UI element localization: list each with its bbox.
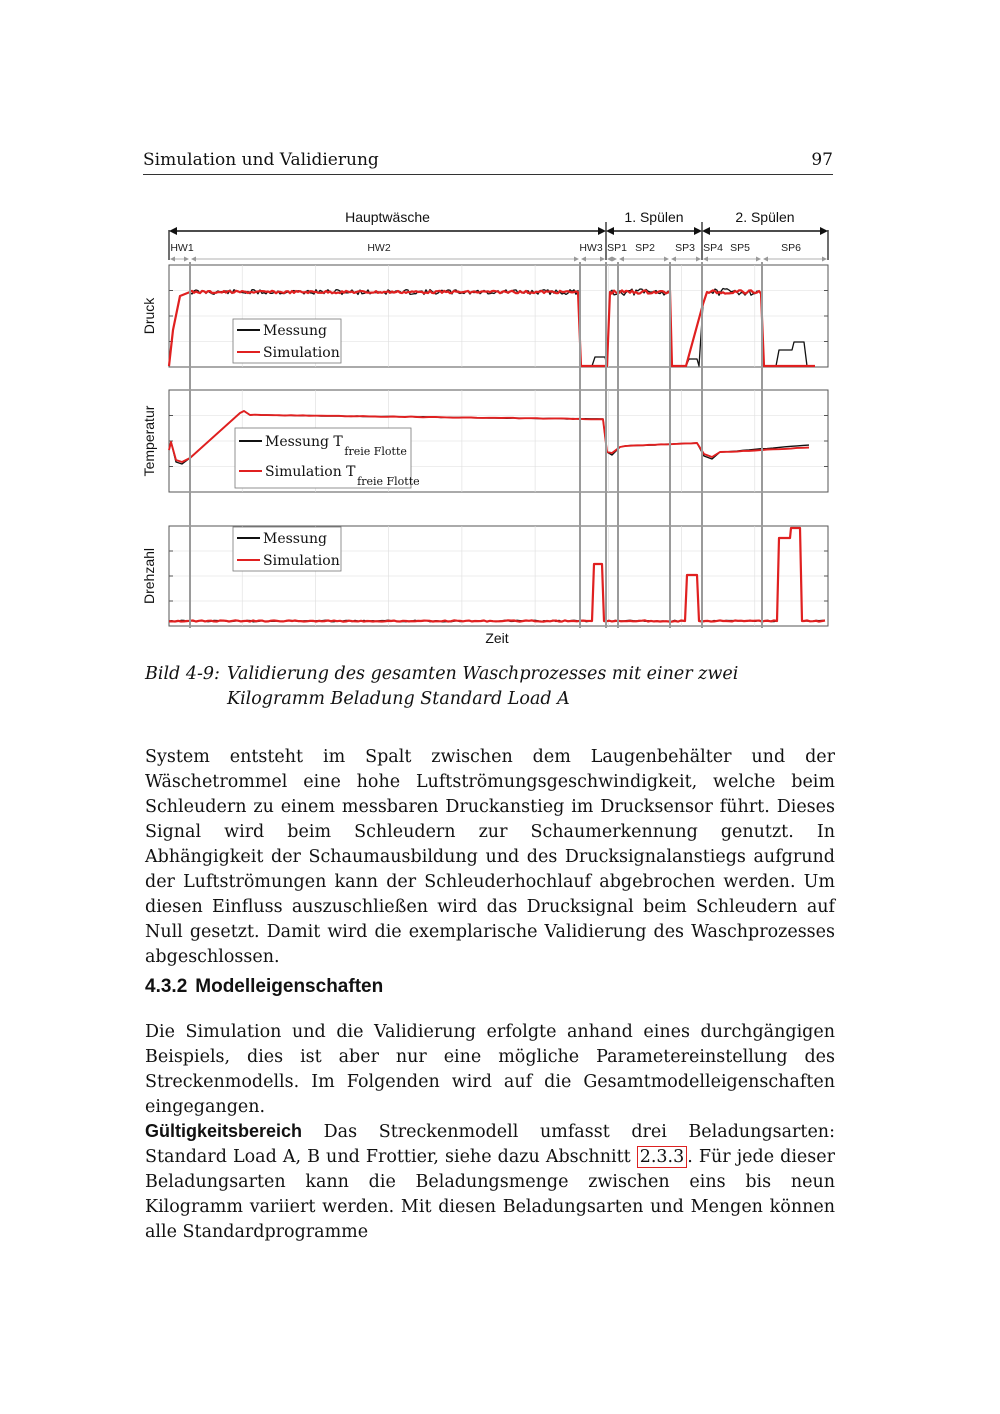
segment-arrow-head bbox=[600, 257, 605, 262]
segment-label: SP1 bbox=[607, 242, 627, 254]
segment-label: SP6 bbox=[781, 242, 801, 254]
legend-subscript: freie Flotte bbox=[357, 475, 420, 488]
segment-label: SP2 bbox=[635, 242, 655, 254]
figure-caption bbox=[145, 662, 835, 712]
segment-arrow-head bbox=[612, 257, 617, 262]
segment-arrow-head bbox=[184, 257, 189, 262]
caption-text: Validierung des gesamten Waschprozesses mit einer zwei Kilogramm Beladung Standard Load A bbox=[227, 664, 739, 709]
y-axis-label: Druck bbox=[141, 297, 157, 335]
process-chart bbox=[140, 200, 840, 660]
running-title: Simulation und Validierung bbox=[143, 150, 379, 170]
legend-label: Messung bbox=[263, 531, 327, 547]
segment-label: HW3 bbox=[579, 242, 603, 254]
segment-arrow-head bbox=[756, 257, 761, 262]
segment-arrow-head bbox=[671, 257, 676, 262]
segment-label: SP4 bbox=[703, 242, 723, 254]
legend-label: Simulation bbox=[263, 345, 340, 361]
segment-arrow-head bbox=[619, 257, 624, 262]
phase-arrow-head-right bbox=[598, 227, 606, 235]
legend-label: Messung T bbox=[265, 434, 343, 450]
phase-label: 2. Spülen bbox=[735, 209, 795, 225]
segment-arrow-head bbox=[607, 257, 612, 262]
section-number: 4.3.2 bbox=[145, 976, 188, 997]
segment-arrow-head bbox=[822, 257, 827, 262]
figure bbox=[140, 200, 840, 660]
segment-arrow-head bbox=[574, 257, 579, 262]
legend-subscript: freie Flotte bbox=[344, 445, 407, 458]
segment-label: SP3 bbox=[675, 242, 695, 254]
x-axis-label: Zeit bbox=[485, 630, 509, 646]
legend-label: Simulation T bbox=[265, 464, 356, 480]
y-axis-label: Temperatur bbox=[141, 405, 157, 477]
phase-arrow-head-right bbox=[694, 227, 702, 235]
segment-label: HW2 bbox=[367, 242, 391, 254]
segment-arrow-head bbox=[581, 257, 586, 262]
caption-label: Bild 4-9: bbox=[145, 664, 220, 684]
paragraph-text-after-ref: . Für jede dieser Beladungsarten kann die Beladungsmenge zwischen eins bis neun Kilogramm variiert werden. Mit diesen Beladungsarten und Mengen können alle Standardprogramme bbox=[145, 1147, 835, 1242]
phase-label: Hauptwäsche bbox=[345, 209, 430, 225]
legend bbox=[233, 527, 341, 571]
legend-label: Simulation bbox=[263, 553, 340, 569]
legend bbox=[235, 428, 420, 488]
legend bbox=[233, 319, 341, 363]
segment-arrow-head bbox=[763, 257, 768, 262]
section-heading bbox=[145, 976, 383, 998]
segment-label: SP5 bbox=[730, 242, 750, 254]
phase-label: 1. Spülen bbox=[624, 209, 684, 225]
body-paragraph-2: Die Simulation und die Validierung erfolgte anhand eines durchgängigen Beispiels, dies ist aber nur eine mögliche Parametereinstellung des Streckenmodells. Im Folgenden wird auf die Gesamtmodelleigenschaften eingegangen. bbox=[145, 1022, 835, 1117]
running-head bbox=[143, 148, 833, 175]
segment-arrow-head bbox=[191, 257, 196, 262]
segment-arrow-head bbox=[696, 257, 701, 262]
page-number: 97 bbox=[811, 150, 833, 170]
segment-arrow-head bbox=[664, 257, 669, 262]
body-paragraph-3 bbox=[145, 1119, 835, 1245]
phase-arrow-head-left bbox=[702, 227, 710, 235]
phase-arrow-head-left bbox=[606, 227, 614, 235]
segment-label: HW1 bbox=[170, 242, 194, 254]
phase-arrow-head-left bbox=[169, 227, 177, 235]
phase-arrow-head-right bbox=[820, 227, 828, 235]
y-axis-label: Drehzahl bbox=[141, 547, 157, 605]
segment-arrow-head bbox=[703, 257, 708, 262]
runin-heading: Gültigkeitsbereich bbox=[145, 1121, 303, 1141]
legend-label: Messung bbox=[263, 323, 327, 339]
body-paragraph-1: System entsteht im Spalt zwischen dem Laugenbehälter und der Wäschetrommel eine hohe Luftströmungsgeschwindigkeit, welche beim Schleudern zu einem messbaren Druckanstieg im Drucksensor führt. Dieses Signal wird beim Schleudern zur Schaumerkennung genutzt. In Abhängigkeit der Schaumausbildung und des Drucksignalanstiegs aufgrund der Luftströmungen kann der Schleuderhochlauf abgebrochen werden. Um diesen Einfluss auszuschließen wird das Drucksignal beim Schleudern auf Null gesetzt. Damit wird die exemplarische Validierung des Waschprozesses abgeschlossen. bbox=[145, 747, 835, 967]
section-reference-link[interactable]: 2.3.3 bbox=[637, 1146, 688, 1168]
paragraph-text-before-ref: Das Streckenmodell umfasst drei Beladungsarten: Standard Load A, B und Frottier, siehe dazu Abschnitt bbox=[145, 1122, 835, 1167]
section-title: Modelleigenschaften bbox=[195, 976, 384, 997]
segment-arrow-head bbox=[170, 257, 175, 262]
